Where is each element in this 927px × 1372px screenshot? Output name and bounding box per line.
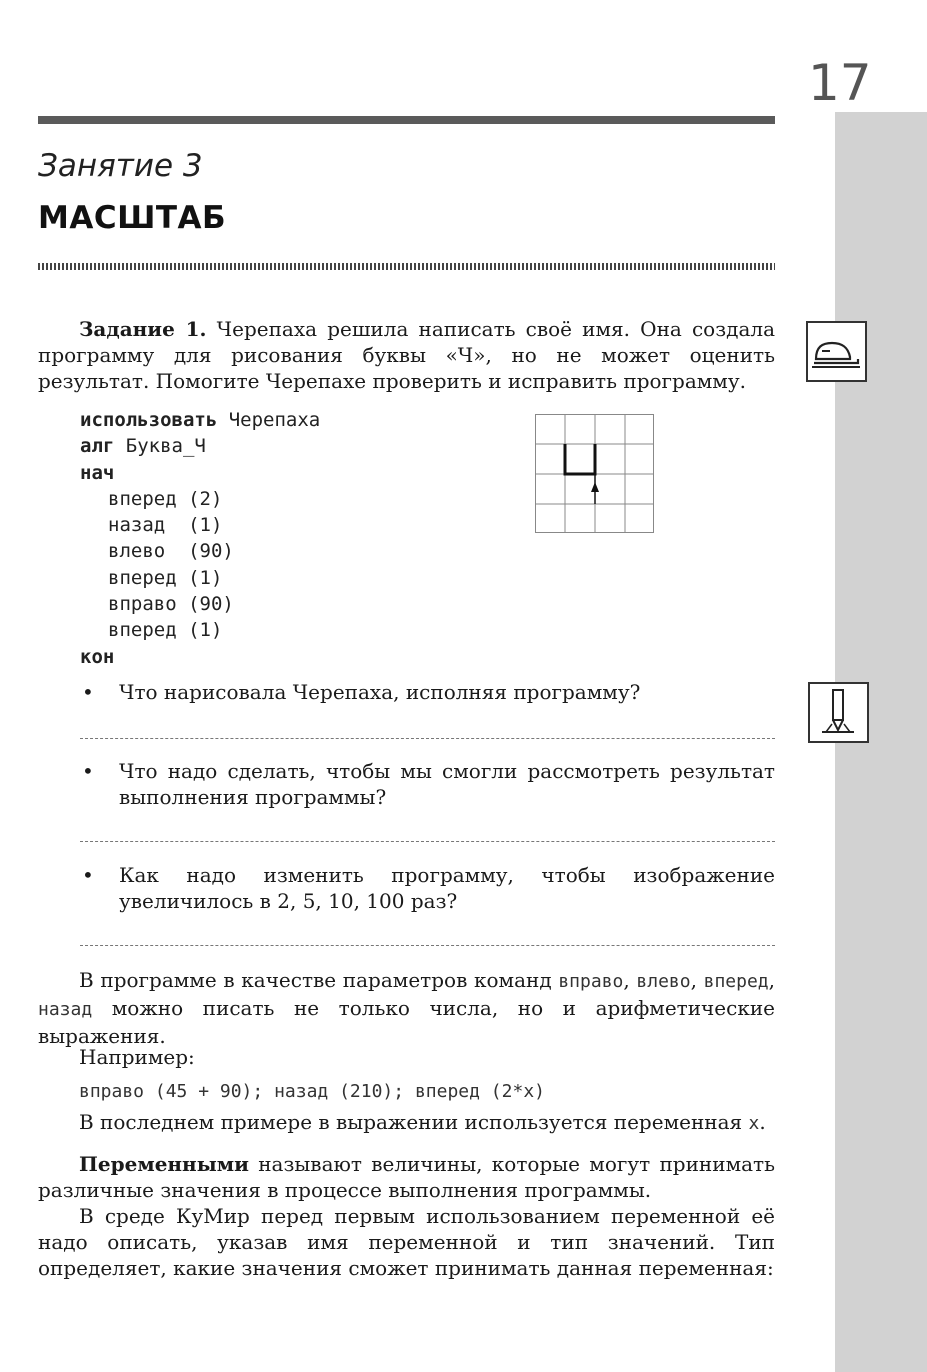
task-label: Задание 1. bbox=[79, 317, 207, 341]
question-text: Что надо сделать, чтобы мы смогли рассмотреть результат выполнения программы? bbox=[119, 759, 775, 809]
code-keyword: алг bbox=[80, 435, 115, 458]
code-line: вперед (2) bbox=[108, 487, 223, 510]
last-example-end: . bbox=[759, 1110, 766, 1134]
question-text: Как надо изменить программу, чтобы изображение увеличилось в 2, 5, 10, 100 раз? bbox=[119, 863, 775, 913]
cmd-forward: вперед bbox=[703, 971, 769, 992]
code-line: влево (90) bbox=[108, 540, 234, 563]
cmd-right: вправо bbox=[558, 971, 624, 992]
cmd-left: влево bbox=[636, 971, 691, 992]
lesson-label: Занятие 3 bbox=[38, 148, 203, 184]
example-code bbox=[38, 1077, 775, 1105]
bullet-mark: • bbox=[82, 863, 94, 887]
variables-paragraph bbox=[38, 1151, 775, 1203]
pencil-write-icon bbox=[808, 682, 869, 743]
code-keyword: использовать bbox=[80, 409, 218, 431]
turtle-grid-figure bbox=[535, 414, 655, 534]
bullet-mark: • bbox=[82, 759, 94, 783]
code-line bbox=[80, 407, 320, 433]
variables-term: Переменными bbox=[79, 1152, 249, 1176]
params-text: можно писать не только числа, но и арифметические выражения. bbox=[38, 996, 775, 1048]
question-2 bbox=[80, 758, 775, 810]
example-code-text: вправо (45 + 90); назад (210); вперед (2*x) bbox=[79, 1081, 545, 1102]
question-1 bbox=[80, 679, 775, 705]
answer-line bbox=[80, 738, 775, 739]
example-label: Например: bbox=[79, 1045, 195, 1069]
question-3 bbox=[80, 862, 775, 914]
top-rule bbox=[38, 116, 775, 124]
last-example-text: В последнем примере в выражении используется переменная bbox=[79, 1110, 749, 1134]
code-keyword: кон bbox=[80, 645, 115, 668]
code-line bbox=[80, 433, 320, 459]
cmd-back: назад bbox=[38, 999, 93, 1020]
sep: , bbox=[768, 968, 776, 992]
bullet-mark: • bbox=[82, 680, 94, 704]
code-line: вперед (1) bbox=[108, 619, 223, 642]
code-line: назад (1) bbox=[108, 514, 223, 537]
page-number: 17 bbox=[808, 54, 872, 112]
params-paragraph bbox=[38, 967, 775, 1049]
code-text: Буква_Ч bbox=[114, 435, 206, 458]
sep: , bbox=[623, 968, 637, 992]
params-text: В программе в качестве параметров команд bbox=[79, 968, 559, 992]
hatch-rule bbox=[38, 263, 775, 270]
answer-line bbox=[80, 945, 775, 946]
task-text: Черепаха решила написать своё имя. Она создала программу для рисования буквы «Ч», но не может оценить результат. Помогите Черепахе проверить и исправить программу. bbox=[38, 317, 775, 393]
var-x: x bbox=[748, 1113, 760, 1134]
code-line: вперед (1) bbox=[108, 566, 223, 589]
code-keyword: нач bbox=[80, 461, 115, 484]
answer-line bbox=[80, 841, 775, 842]
question-text: Что нарисовала Черепаха, исполняя программу? bbox=[119, 680, 641, 704]
task-1 bbox=[38, 316, 775, 394]
last-example-paragraph bbox=[38, 1109, 775, 1137]
sep: , bbox=[690, 968, 704, 992]
computer-mouse-icon bbox=[806, 321, 867, 382]
code-line: вправо (90) bbox=[108, 593, 234, 616]
variables-text: называют величины, которые могут принимать различные значения в процессе выполнения программы. bbox=[38, 1152, 775, 1202]
lesson-title: МАСШТАБ bbox=[38, 200, 227, 236]
code-listing bbox=[80, 407, 320, 670]
kumir-paragraph: В среде КуМир перед первым использованием переменной её надо описать, указав имя переменной и тип значений. Тип определяет, какие значения сможет принимать данная переменная: bbox=[38, 1204, 775, 1280]
code-text: Черепаха bbox=[217, 409, 321, 431]
